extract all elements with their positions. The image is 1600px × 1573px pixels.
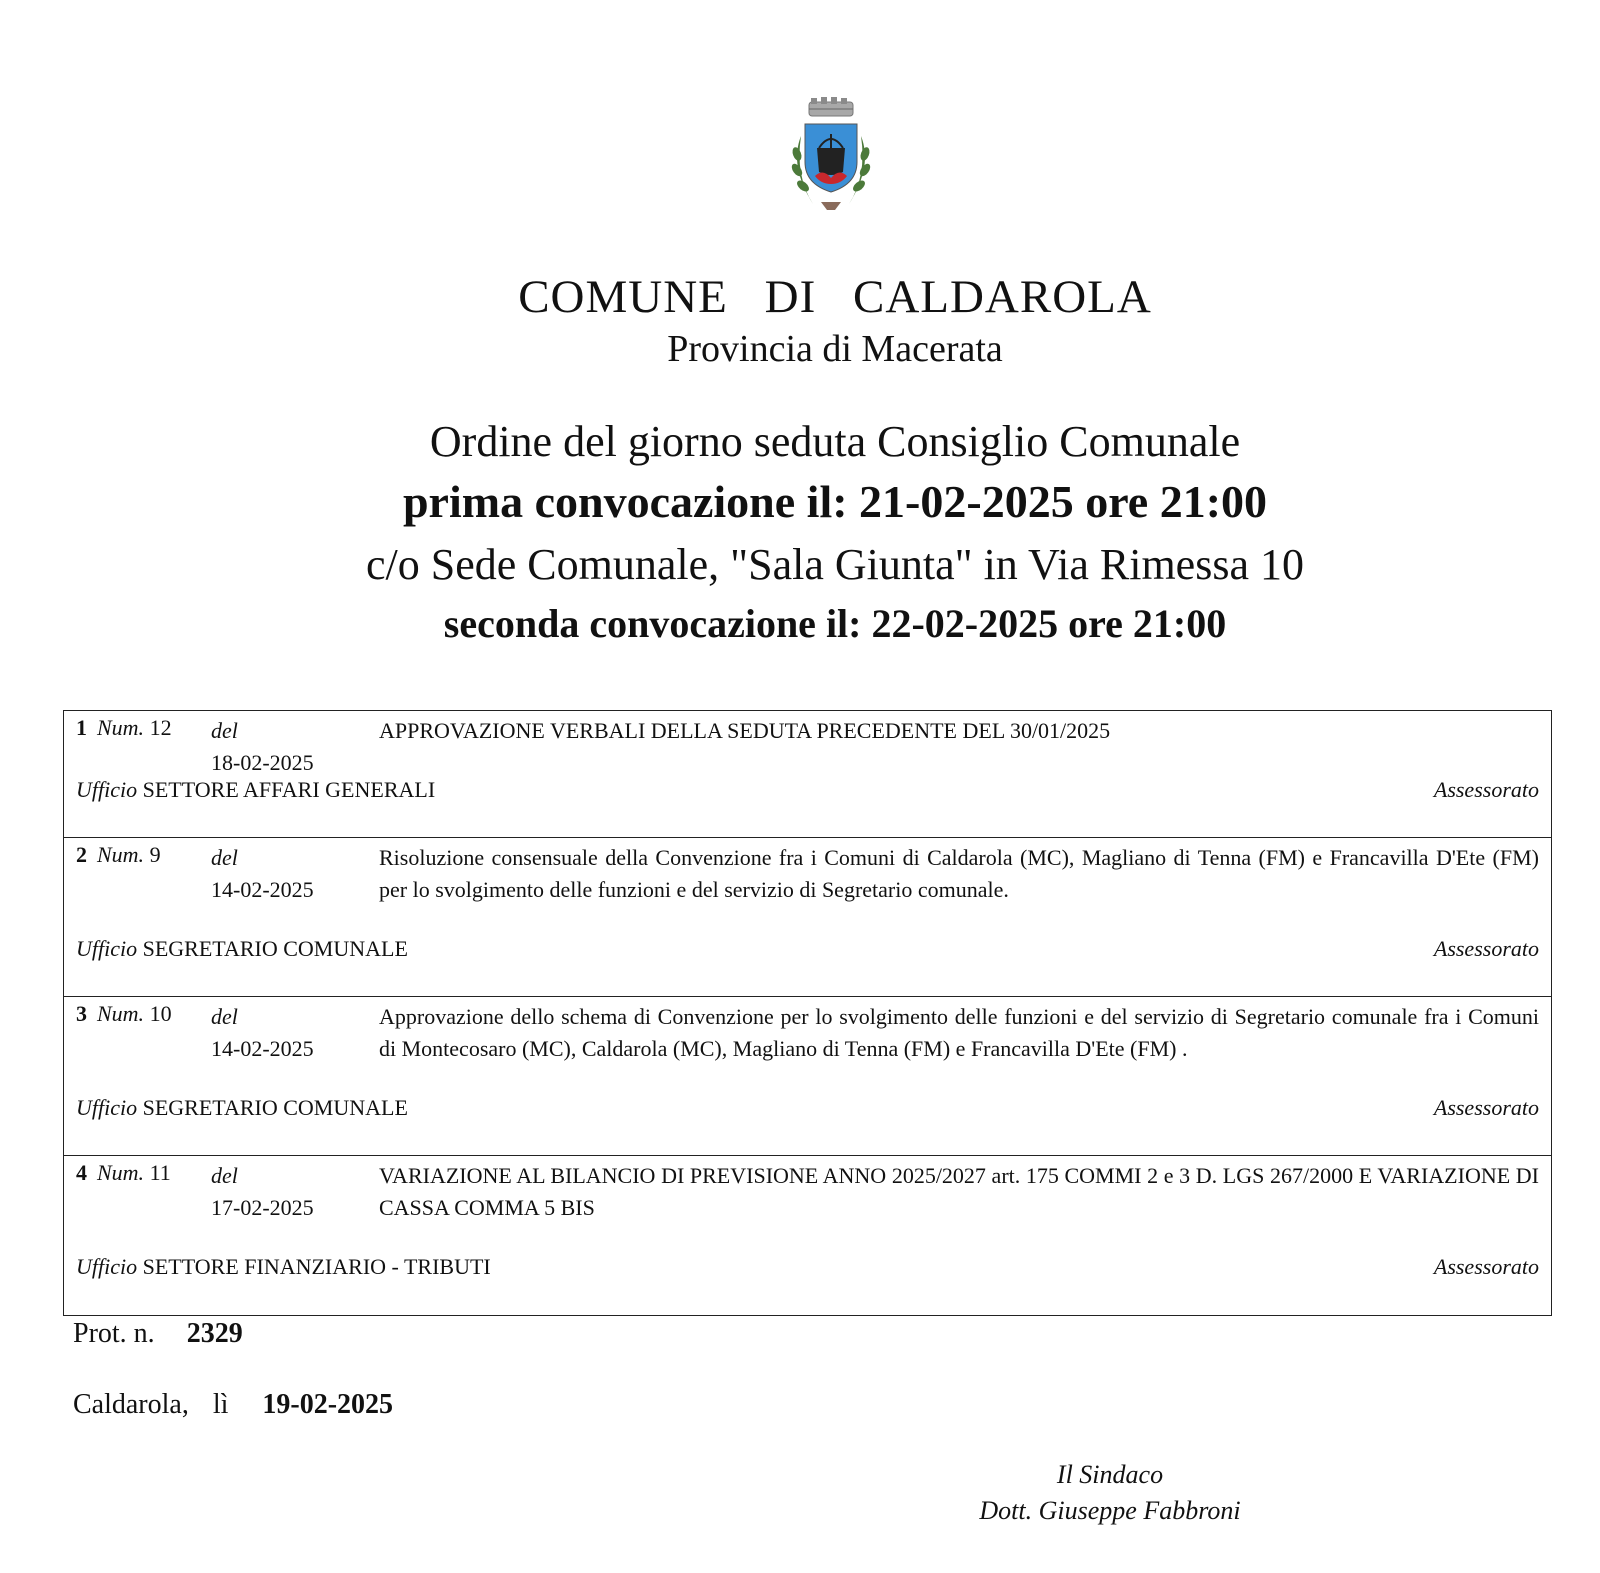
coat-of-arms xyxy=(783,96,879,226)
item-assessorato: Assessorato xyxy=(1433,777,1539,802)
item-subject: Approvazione dello schema di Convenzione per lo svolgimento delle funzioni e del servizio di Segretario comunale fra i Comuni di Montecosaro (MC), Caldarola (MC), Magliano di Tenna (FM) e Francavilla D'Ete (FM) . xyxy=(379,1004,1539,1061)
province-subtitle: Provincia di Macerata xyxy=(667,328,1003,370)
item-date: del 18-02-2025 xyxy=(211,718,314,775)
meeting-location: c/o Sede Comunale, "Sala Giunta" in Via Rimessa 10 xyxy=(366,540,1304,589)
agenda-item xyxy=(63,711,1552,838)
item-office: Ufficio SETTORE AFFARI GENERALI xyxy=(76,777,436,802)
shield-icon xyxy=(805,124,857,192)
place-and-date: Caldarola, lì 19-02-2025 xyxy=(73,1389,394,1420)
item-office: Ufficio SEGRETARIO COMUNALE xyxy=(76,1095,408,1120)
signature-name: Dott. Giuseppe Fabbroni xyxy=(979,1496,1241,1525)
second-convocation: seconda convocazione il: 22-02-2025 ore 21:00 xyxy=(443,601,1227,646)
crown-icon xyxy=(809,97,853,116)
item-subject: VARIAZIONE AL BILANCIO DI PREVISIONE ANNO 2025/2027 art. 175 COMMI 2 e 3 D. LGS 267/2000 E VARIAZIONE DI CASSA COMMA 5 BIS xyxy=(379,1163,1539,1220)
agenda-item xyxy=(63,997,1552,1156)
first-convocation: prima convocazione il: 21-02-2025 ore 21:00 xyxy=(402,476,1268,527)
item-date: del 17-02-2025 xyxy=(211,1163,314,1220)
agenda-items-table xyxy=(63,710,1552,1316)
item-number: 4 Num. 11 xyxy=(76,1160,171,1185)
item-number: 2 Num. 9 xyxy=(76,842,161,867)
municipality-title: COMUNE DI CALDAROLA xyxy=(518,271,1152,323)
item-office: Ufficio SETTORE FINANZIARIO - TRIBUTI xyxy=(76,1254,491,1279)
item-number: 1 Num. 12 xyxy=(76,715,172,740)
item-subject: APPROVAZIONE VERBALI DELLA SEDUTA PRECEDENTE DEL 30/01/2025 xyxy=(379,718,1111,743)
item-assessorato: Assessorato xyxy=(1433,1254,1539,1279)
agenda-item xyxy=(63,1156,1552,1316)
protocol-number: Prot. n. 2329 xyxy=(73,1318,243,1349)
item-office: Ufficio SEGRETARIO COMUNALE xyxy=(76,936,408,961)
item-date: del 14-02-2025 xyxy=(211,1004,314,1061)
item-assessorato: Assessorato xyxy=(1433,1095,1539,1120)
item-assessorato: Assessorato xyxy=(1433,936,1539,961)
item-subject: Risoluzione consensuale della Convenzione fra i Comuni di Caldarola (MC), Magliano di Tenna (FM) e Francavilla D'Ete (FM) per lo svolgimento delle funzioni e del servizio di Segretario comunale. xyxy=(379,845,1539,902)
signature-title: Il Sindaco xyxy=(1056,1460,1164,1489)
agenda-title: Ordine del giorno seduta Consiglio Comunale xyxy=(429,417,1241,466)
agenda-item xyxy=(63,838,1552,997)
item-number: 3 Num. 10 xyxy=(76,1001,172,1026)
item-date: del 14-02-2025 xyxy=(211,845,314,902)
